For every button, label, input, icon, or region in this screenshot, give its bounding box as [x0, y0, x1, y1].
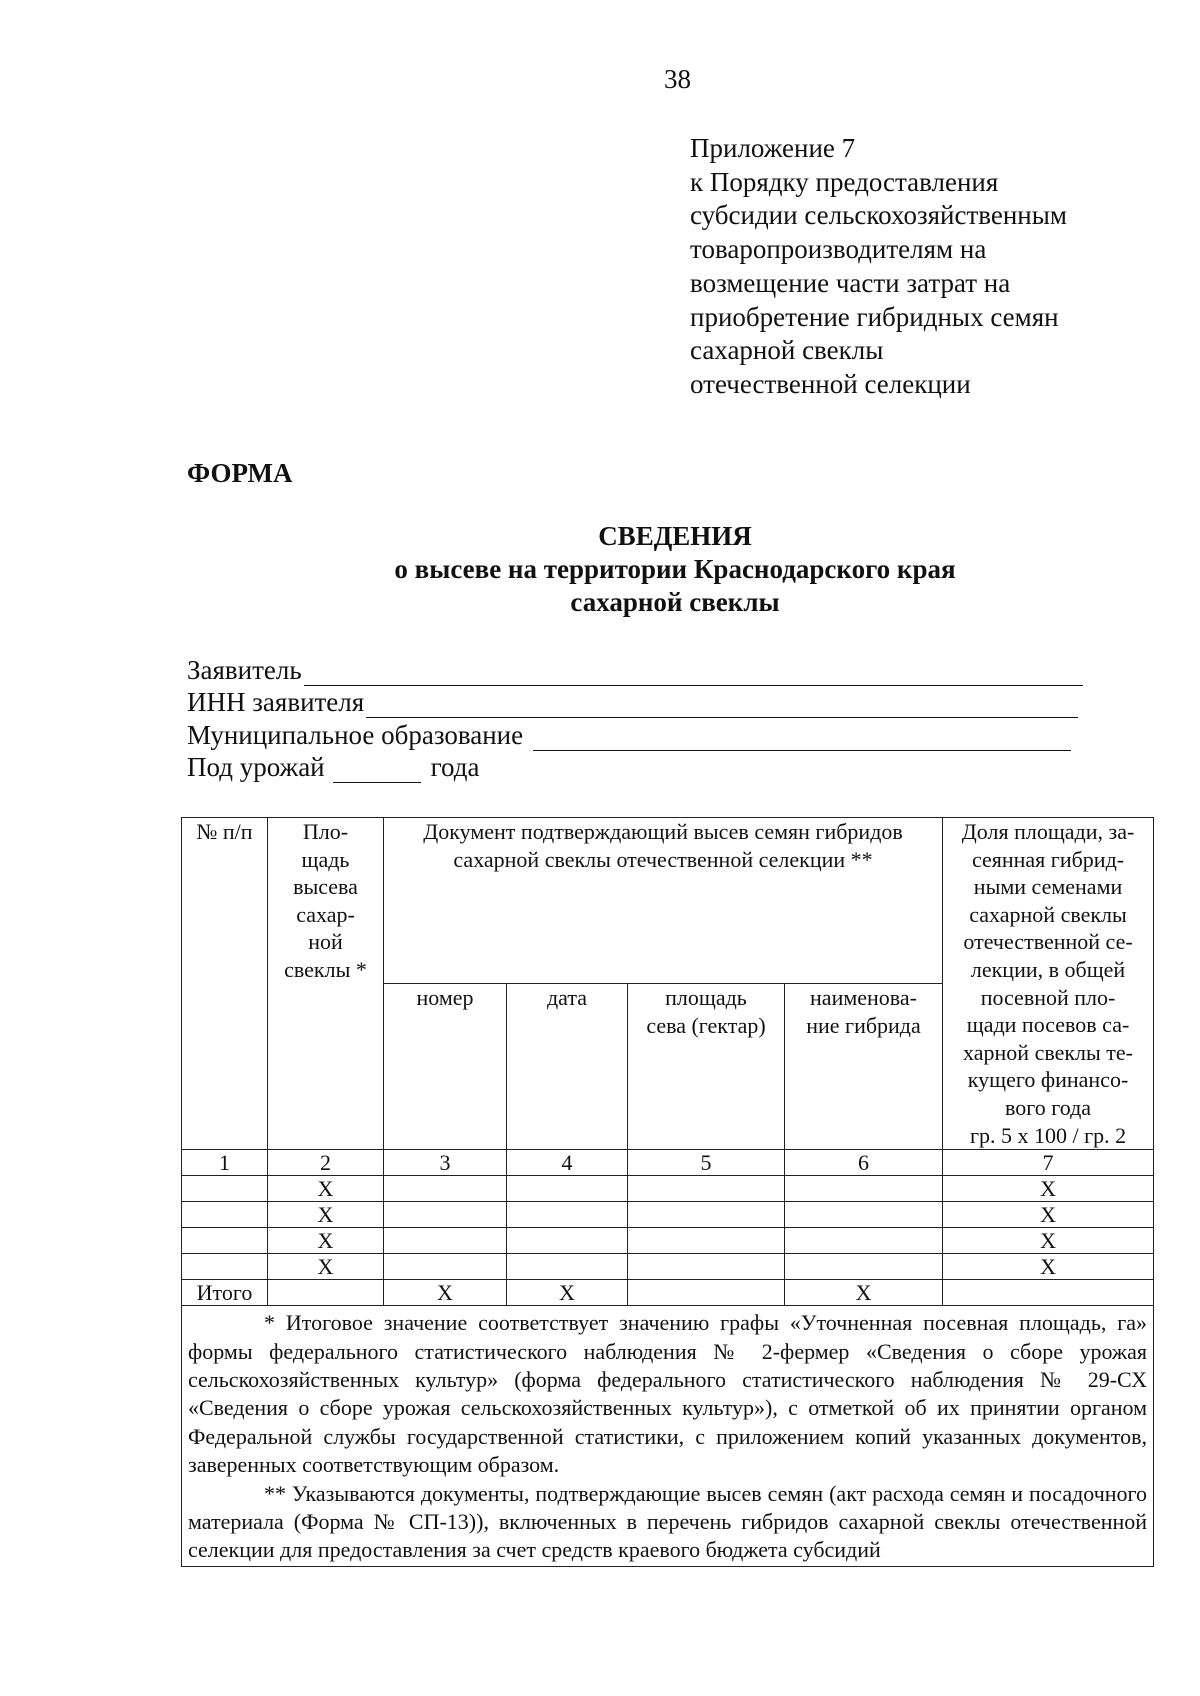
- table-cell: Х: [943, 1176, 1154, 1202]
- appendix-line: к Порядку предоставления: [690, 166, 999, 197]
- header-doc-date: дата: [507, 984, 628, 1150]
- total-row: [182, 1280, 1154, 1306]
- column-number: 4: [507, 1150, 628, 1176]
- appendix-line: отечественной селекции: [690, 368, 971, 399]
- table-cell: Х: [785, 1280, 943, 1306]
- footnotes-row: [182, 1306, 1154, 1567]
- column-number: 1: [182, 1150, 268, 1176]
- document-subtitle-line-1: о высеве на территории Краснодарского края: [394, 554, 956, 584]
- column-numbers-row: [182, 1150, 1154, 1176]
- table-cell: Х: [507, 1280, 628, 1306]
- header-row: [182, 818, 1154, 984]
- total-label: Итого: [182, 1280, 268, 1306]
- table-cell: Х: [268, 1176, 384, 1202]
- column-number: 3: [384, 1150, 507, 1176]
- table-cell[interactable]: [628, 1228, 785, 1254]
- applicant-input-line[interactable]: [304, 661, 1083, 686]
- appendix-block: [690, 132, 1160, 402]
- table-cell[interactable]: [384, 1228, 507, 1254]
- harvest-year-suffix: года: [430, 752, 480, 782]
- municipality-row: [187, 718, 1087, 751]
- column-number: 6: [785, 1150, 943, 1176]
- table-cell[interactable]: [507, 1176, 628, 1202]
- table-cell: Х: [268, 1228, 384, 1254]
- table-cell[interactable]: [628, 1280, 785, 1306]
- table-cell[interactable]: [507, 1254, 628, 1280]
- harvest-year-input-line[interactable]: [333, 758, 421, 783]
- table-cell[interactable]: [507, 1228, 628, 1254]
- table-row: [182, 1254, 1154, 1280]
- appendix-line: Приложение 7: [690, 133, 856, 163]
- column-number: 5: [628, 1150, 785, 1176]
- header-num: № п/п: [182, 818, 268, 1150]
- harvest-year-label: Под урожай: [187, 752, 325, 782]
- footnote-2: ** Указываются документы, подтверждающие высев семян (акт расхода семян и посадочного материала (Форма № СП-13)), включенных в перечень гибридов сахарной свеклы отечественной селекции для предоставления за счет средств краевого бюджета субсидий: [188, 1480, 1148, 1563]
- table-cell[interactable]: [628, 1176, 785, 1202]
- column-number: 2: [268, 1150, 384, 1176]
- table-cell[interactable]: [384, 1254, 507, 1280]
- table-row: [182, 1228, 1154, 1254]
- harvest-year-row: [187, 751, 1087, 784]
- table-cell: Х: [943, 1202, 1154, 1228]
- applicant-row: [187, 653, 1087, 686]
- appendix-line: сахарной свеклы: [690, 335, 884, 366]
- table-cell: Х: [943, 1228, 1154, 1254]
- page-number: 38: [664, 64, 691, 94]
- table-cell[interactable]: [628, 1202, 785, 1228]
- table-cell: Х: [268, 1254, 384, 1280]
- municipality-input-line[interactable]: [533, 726, 1071, 751]
- table-cell[interactable]: [384, 1176, 507, 1202]
- table-cell[interactable]: [384, 1202, 507, 1228]
- table-cell[interactable]: [182, 1176, 268, 1202]
- table-cell: Х: [268, 1202, 384, 1228]
- appendix-line: приобретение гибридных семян: [690, 301, 1059, 332]
- document-subtitle-line-2: сахарной свеклы: [570, 587, 780, 617]
- table-cell[interactable]: [943, 1280, 1154, 1306]
- table-cell[interactable]: [785, 1228, 943, 1254]
- header-doc-number: номер: [384, 984, 507, 1150]
- table-cell: Х: [384, 1280, 507, 1306]
- inn-input-line[interactable]: [366, 693, 1078, 718]
- header-hybrid-name: наименова- ние гибрида: [785, 984, 943, 1150]
- inn-label: ИНН заявителя: [187, 687, 365, 717]
- applicant-label: Заявитель: [187, 654, 302, 685]
- appendix-line: субсидии сельскохозяйственным: [690, 200, 1067, 231]
- table-cell[interactable]: [628, 1254, 785, 1280]
- sowing-table: [181, 817, 1154, 1567]
- table-cell[interactable]: [785, 1176, 943, 1202]
- inn-row: [187, 686, 1087, 719]
- header-share: Доля площади, за- сеянная гибрид- ными семенами сахарной свеклы отечественной се- лекции, в общей посевной пло- щади посевов са- харной свеклы те- кущего финансо- вого года гр. 5 х 100 / гр. 2: [943, 818, 1154, 1150]
- table-cell[interactable]: [507, 1202, 628, 1228]
- table-row: [182, 1176, 1154, 1202]
- footnotes-cell: [182, 1306, 1154, 1567]
- table-cell[interactable]: [182, 1254, 268, 1280]
- table-row: [182, 1202, 1154, 1228]
- footnote-1: * Итоговое значение соответствует значению графы «Уточненная посевная площадь, га» формы федерального статистического наблюдения № 2-фермер «Сведения о сборе урожая сельскохозяйственных культур» (форма федерального статистического наблюдения № 29-СХ «Сведения о сборе урожая сельскохозяйственных культур»), с отметкой об их принятии органом Федеральной службы государственной статистики, с приложением копий указанных документов, заверенных соответствующим образом.: [188, 1310, 1148, 1478]
- table-cell: Х: [943, 1254, 1154, 1280]
- table-cell[interactable]: [785, 1254, 943, 1280]
- header-document: Документ подтверждающий высев семян гибридов сахарной свеклы отечественной селекции **: [384, 818, 943, 984]
- header-doc-area: площадь сева (гектар): [628, 984, 785, 1150]
- document-title: СВЕДЕНИЯ: [598, 521, 752, 551]
- appendix-line: возмещение части затрат на: [690, 267, 1011, 298]
- table-cell[interactable]: [182, 1202, 268, 1228]
- table-cell[interactable]: [182, 1228, 268, 1254]
- applicant-fields: [187, 653, 1087, 783]
- table-cell[interactable]: [785, 1202, 943, 1228]
- appendix-line: товаропроизводителям на: [690, 234, 987, 265]
- header-area: Пло- щадь высева сахар- ной свеклы *: [268, 818, 384, 1150]
- table-cell[interactable]: [268, 1280, 384, 1306]
- title-block: [187, 520, 1163, 619]
- municipality-label: Муниципальное образование: [187, 719, 524, 750]
- form-label: ФОРМА: [187, 458, 293, 488]
- column-number: 7: [943, 1150, 1154, 1176]
